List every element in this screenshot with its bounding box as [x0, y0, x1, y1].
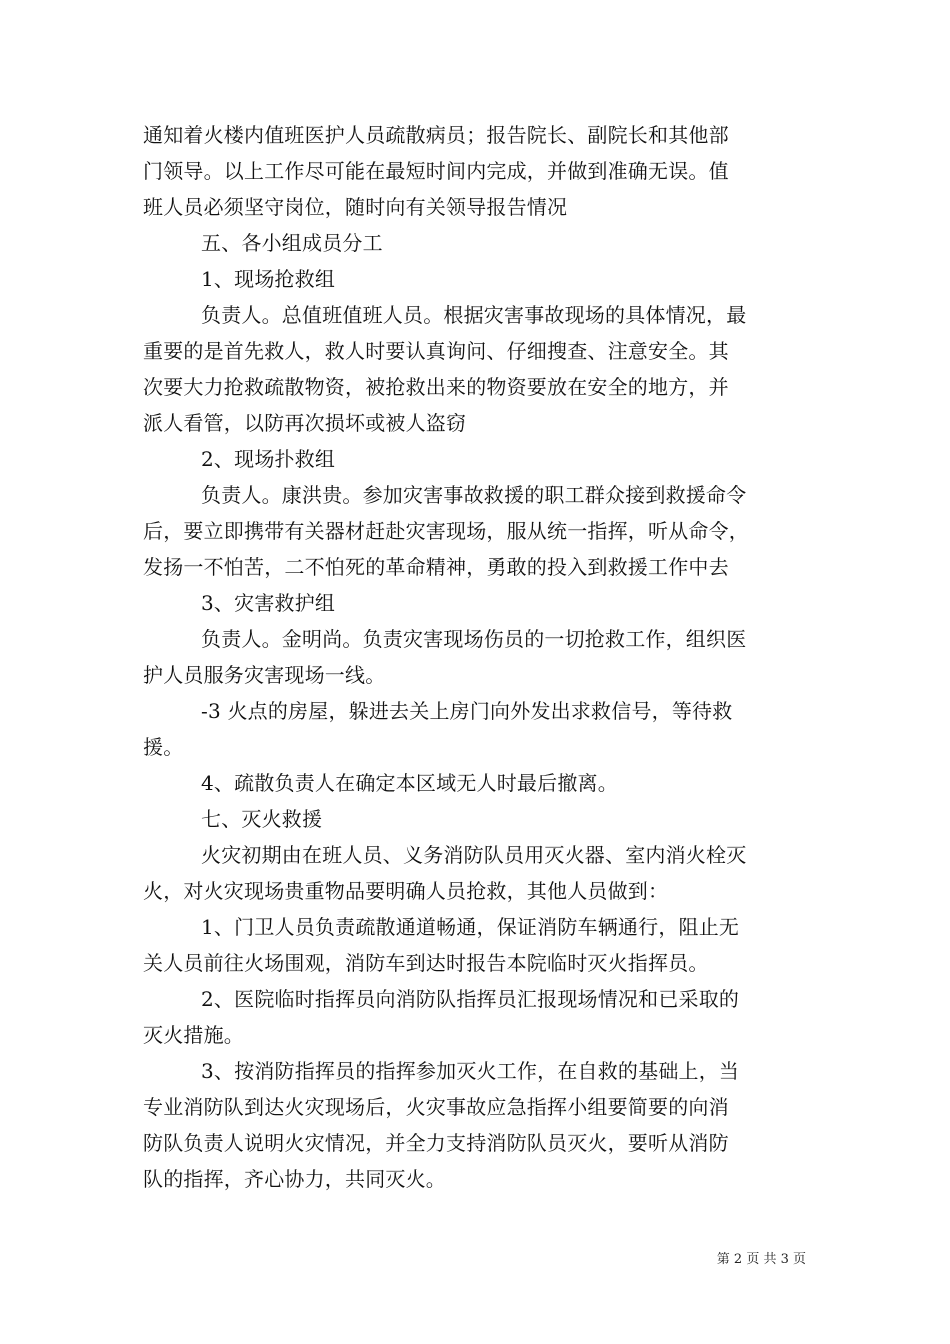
- text-line: 班人员必须坚守岗位，随时向有关领导报告情况: [143, 195, 568, 219]
- text-line: 3、灾害救护组: [201, 591, 336, 615]
- text-line: 队的指挥，齐心协力，共同灭火。: [143, 1167, 446, 1191]
- text-line: 门领导。以上工作尽可能在最短时间内完成，并做到准确无误。值: [143, 159, 729, 183]
- text-line: 护人员服务灾害现场一线。: [143, 663, 386, 687]
- text-line: 1、现场抢救组: [201, 267, 336, 291]
- text-line: 发扬一不怕苦，二不怕死的革命精神，勇敢的投入到救援工作中去: [143, 555, 729, 579]
- text-line: 火灾初期由在班人员、义务消防队员用灭火器、室内消火栓灭: [201, 843, 747, 867]
- text-line: 专业消防队到达火灾现场后，火灾事故应急指挥小组要简要的向消: [143, 1095, 729, 1119]
- text-line: 灭火措施。: [143, 1023, 244, 1047]
- text-line: 援。: [143, 735, 184, 759]
- text-line: 负责人。康洪贵。参加灾害事故救援的职工群众接到救援命令: [201, 483, 747, 507]
- text-line: 2、医院临时指挥员向消防队指挥员汇报现场情况和已采取的: [201, 987, 740, 1011]
- text-line: 关人员前往火场围观，消防车到达时报告本院临时灭火指挥员。: [143, 951, 709, 975]
- text-line: 负责人。金明尚。负责灾害现场伤员的一切抢救工作，组织医: [201, 627, 747, 651]
- text-line: 负责人。总值班值班人员。根据灾害事故现场的具体情况，最: [201, 303, 747, 327]
- document-body: [143, 117, 813, 1197]
- text-line: 防队负责人说明火灾情况，并全力支持消防队员灭火，要听从消防: [143, 1131, 729, 1155]
- text-line: 1、门卫人员负责疏散通道畅通，保证消防车辆通行，阻止无: [201, 915, 740, 939]
- text-line: 火，对火灾现场贵重物品要明确人员抢救，其他人员做到：: [143, 879, 669, 903]
- text-line: 派人看管，以防再次损坏或被人盗窃: [143, 411, 467, 435]
- text-line: 通知着火楼内值班医护人员疏散病员；报告院长、副院长和其他部: [143, 123, 729, 147]
- page-number: 第 2 页 共 3 页: [716, 1252, 806, 1267]
- text-line: 2、现场扑救组: [201, 447, 336, 471]
- text-line: 次要大力抢救疏散物资，被抢救出来的物资要放在安全的地方，并: [143, 375, 729, 399]
- text-line: -3 火点的房屋，躲进去关上房门向外发出求救信号，等待救: [201, 699, 733, 723]
- text-line: 后，要立即携带有关器材赶赴灾害现场，服从统一指挥，听从命令，: [143, 519, 749, 543]
- text-line: 五、各小组成员分工: [201, 231, 383, 255]
- text-line: 3、按消防指挥员的指挥参加灭火工作，在自救的基础上，当: [201, 1059, 740, 1083]
- text-line: 七、灭火救援: [201, 807, 323, 831]
- text-line: 重要的是首先救人，救人时要认真询问、仔细搜查、注意安全。其: [143, 339, 729, 363]
- text-line: 4、疏散负责人在确定本区域无人时最后撤离。: [201, 771, 618, 795]
